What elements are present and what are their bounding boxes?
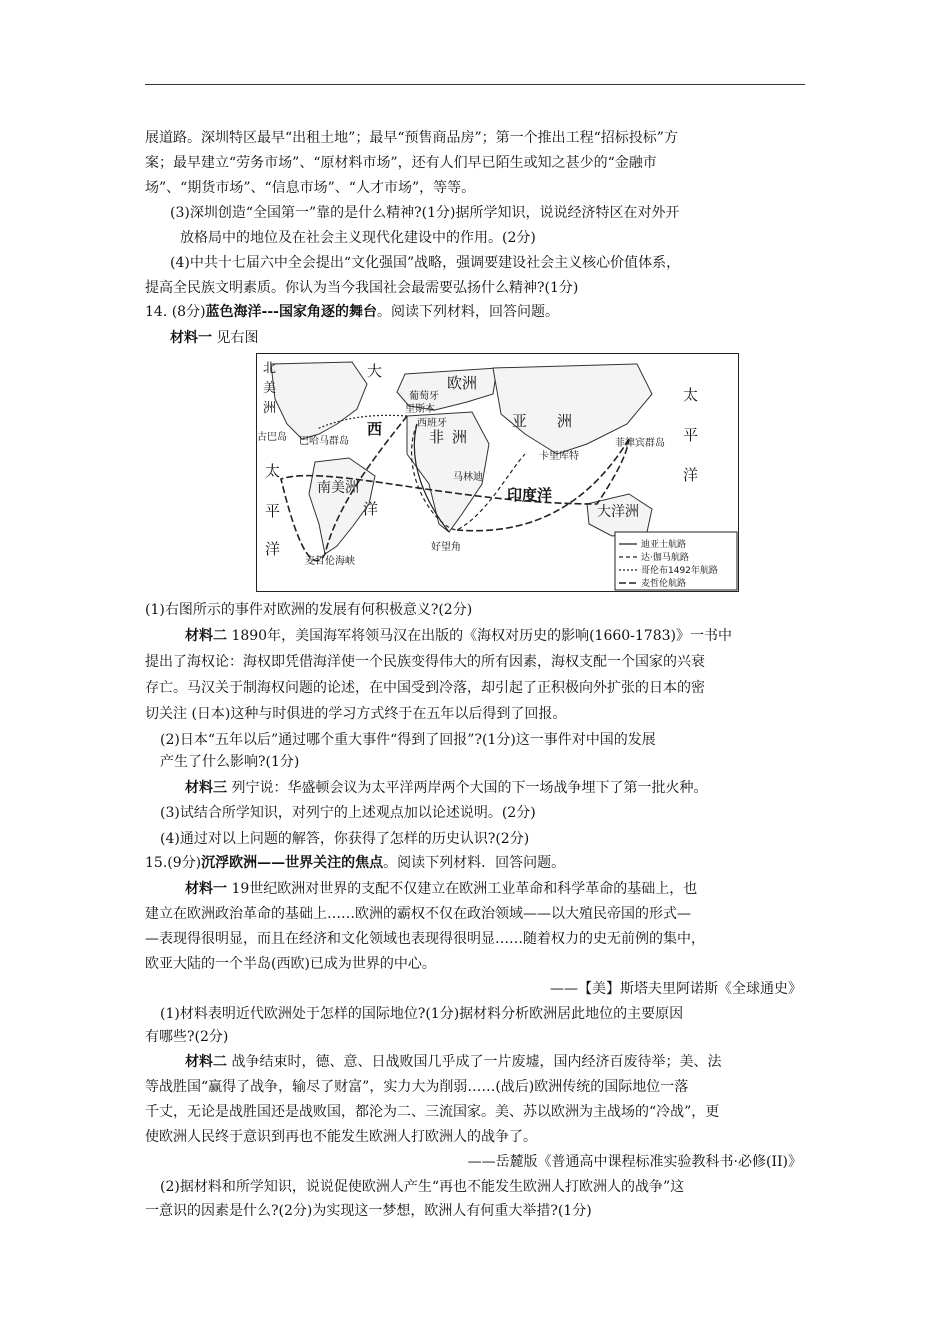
q13-text-line: 场”、“期货市场”、“信息市场”、“人才市场”，等等。 — [145, 180, 476, 196]
q15-number: 15.(9分) — [145, 855, 202, 871]
q15-material-2-source: ——岳麓版《普通高中课程标准实验教科书·必修(II)》 — [467, 1154, 802, 1170]
material-text: 战争结束时，德、意、日战败国几乎成了一片废墟，国内经济百废待举；美、法 — [227, 1054, 722, 1070]
q14-material-1 — [170, 328, 258, 348]
map-label: 洋 — [683, 466, 699, 484]
q15-material-2-line: 等战胜国“赢得了战争，输尽了财富”，实力大为削弱……(战后)欧洲传统的国际地位一落 — [145, 1079, 689, 1095]
material-label: 材料一 — [185, 881, 227, 897]
map-label: 平 — [683, 426, 699, 444]
material-text: 列宁说：华盛顿会议为太平洋两岸两个大国的下一场战争埋下了第一批火种。 — [227, 780, 708, 796]
map-label: 马林迪 — [453, 472, 483, 483]
q15-heading — [145, 853, 565, 873]
q14-question-2: (2)日本“五年以后”通过哪个重大事件“得到了回报”?(1分)这一事件对中国的发展 — [160, 732, 656, 748]
voyage-map-svg — [257, 354, 738, 591]
q15-material-2 — [185, 1052, 721, 1072]
q13-question-3: (3)深圳创造“全国第一”靠的是什么精神?(1分)据所学知识，说说经济特区在对外开 — [170, 205, 680, 221]
map-legend — [615, 532, 737, 590]
q14-instruction: 。阅读下列材料，回答问题。 — [376, 304, 559, 320]
q14-material-2-line: 提出了海权论：海权即凭借海洋使一个民族变得伟大的所有因素，海权支配一个国家的兴衰 — [145, 654, 705, 670]
q15-material-1-source: ——【美】斯塔夫里阿诺斯《全球通史》 — [550, 981, 802, 997]
map-label: 里斯本 — [405, 404, 435, 415]
q14-question-2-cont: 产生了什么影响?(1分) — [160, 754, 300, 770]
material-label: 材料三 — [185, 780, 227, 796]
material-text: 见右图 — [212, 330, 259, 346]
q15-title: 沉浮欧洲——世界关注的焦点 — [201, 855, 384, 871]
map-label: 印度洋 — [507, 486, 553, 504]
q14-question-1: (1)右图所示的事件对欧洲的发展有何积极意义?(2分) — [145, 602, 473, 618]
legend-item: 迪亚士航路 — [641, 540, 687, 550]
map-label: 大洋洲 — [597, 504, 639, 520]
map-label: 亚 — [512, 412, 528, 430]
map-label: 欧洲 — [447, 374, 478, 392]
q15-material-1-line: —表现得很明显，而且在经济和文化领域也表现得很明显……随着权力的史无前例的集中， — [145, 931, 705, 947]
q15-material-1 — [185, 879, 697, 899]
map-label: 葡萄牙 — [409, 391, 439, 402]
material-label: 材料一 — [170, 330, 212, 346]
map-label: 洋 — [363, 500, 379, 518]
q15-question-2: (2)据材料和所学知识，说说促使欧洲人产生“再也不能发生欧洲人打欧洲人的战争”这 — [160, 1179, 685, 1195]
material-text: 19世纪欧洲对世界的支配不仅建立在欧洲工业革命和科学革命的基础上，也 — [227, 881, 698, 897]
q15-material-2-line: 千丈，无论是战胜国还是战败国，都沦为二、三流国家。美、苏以欧洲为主战场的“冷战”，更 — [145, 1104, 720, 1120]
map-label: 洲 — [452, 428, 468, 446]
q15-question-2-cont: 一意识的因素是什么?(2分)为实现这一梦想，欧洲人有何重大举措?(1分) — [145, 1203, 592, 1219]
q14-material-2-line: 切关注 (日本)这种与时俱进的学习方式终于在五年以后得到了回报。 — [145, 706, 567, 722]
map-label: 太 — [683, 386, 699, 404]
north-america-shape — [271, 362, 367, 439]
q14-material-2 — [185, 626, 732, 646]
map-label: 南美洲 — [317, 480, 359, 496]
voyage-map — [256, 353, 739, 592]
map-label: 洲 — [263, 401, 277, 416]
map-label: 古巴岛 — [257, 432, 287, 443]
map-label: 西 — [367, 420, 383, 438]
q14-material-2-line: 存亡。马汉关于制海权问题的论述，在中国受到冷落，却引起了正积极向外扩张的日本的密 — [145, 680, 705, 696]
map-label: 菲律宾群岛 — [615, 438, 665, 449]
map-label: 美 — [263, 381, 277, 396]
q15-question-1: (1)材料表明近代欧洲处于怎样的国际地位?(1分)据材料分析欧洲居此地位的主要原因 — [160, 1006, 684, 1022]
material-label: 材料二 — [185, 1054, 227, 1070]
legend-item: 麦哲伦航路 — [641, 579, 687, 589]
map-label: 麦哲伦海峡 — [305, 556, 355, 567]
map-label: 洲 — [557, 412, 573, 430]
q15-instruction: 。阅读下列材料．回答问题。 — [383, 855, 566, 871]
map-label: 洋 — [265, 540, 281, 558]
q14-question-4: (4)通过对以上问题的解答，你获得了怎样的历史认识?(2分) — [160, 831, 530, 847]
q13-text-line: 案；最早建立“劳务市场”、“原材料市场”，还有人们早已陌生或知之甚少的“金融市 — [145, 155, 657, 171]
q13-question-4-cont: 提高全民族文明素质。你认为当今我国社会最需要弘扬什么精神?(1分) — [145, 280, 579, 296]
q14-number: 14. (8分) — [145, 304, 206, 320]
legend-item: 达·伽马航路 — [641, 553, 689, 563]
map-label: 平 — [265, 502, 281, 520]
q15-material-1-line: 建立在欧洲政治革命的基础上……欧洲的霸权不仅在政治领域——以大殖民帝国的形式— — [145, 906, 691, 922]
map-label: 太 — [265, 462, 281, 480]
legend-item: 哥伦布1492年航路 — [641, 566, 718, 576]
map-label: 非 — [429, 428, 445, 446]
q15-question-1-cont: 有哪些?(2分) — [145, 1029, 229, 1045]
map-label: 西班牙 — [417, 418, 447, 429]
material-label: 材料二 — [185, 628, 227, 644]
q14-title: 蓝色海洋---国家角逐的舞台 — [205, 304, 377, 320]
q14-heading — [145, 302, 559, 322]
q14-question-3: (3)试结合所学知识，对列宁的上述观点加以论述说明。(2分) — [160, 805, 536, 821]
q13-question-4: (4)中共十七届六中全会提出“文化强国”战略，强调要建设社会主义核心价值体系， — [170, 255, 681, 271]
q15-material-1-line: 欧亚大陆的一个半岛(西欧)已成为世界的中心。 — [145, 956, 436, 972]
map-label: 卡里库特 — [539, 451, 579, 462]
q15-material-2-line: 使欧洲人民终于意识到再也不能发生欧洲人打欧洲人的战争了。 — [145, 1129, 537, 1145]
material-text: 1890年，美国海军将领马汉在出版的《海权对历史的影响(1660-1783)》一书中 — [227, 628, 732, 644]
map-label: 好望角 — [431, 542, 461, 553]
map-label: 巴哈马群岛 — [299, 436, 349, 447]
map-label: 大 — [367, 362, 383, 380]
q14-material-3 — [185, 778, 707, 798]
map-label: 北 — [263, 361, 277, 376]
q13-question-3-cont: 放格局中的地位及在社会主义现代化建设中的作用。(2分) — [180, 230, 536, 246]
header-rule — [145, 84, 805, 85]
q13-text-line: 展道路。深圳特区最早“出租土地”；最早“预售商品房”；第一个推出工程“招标投标”方 — [145, 130, 678, 146]
